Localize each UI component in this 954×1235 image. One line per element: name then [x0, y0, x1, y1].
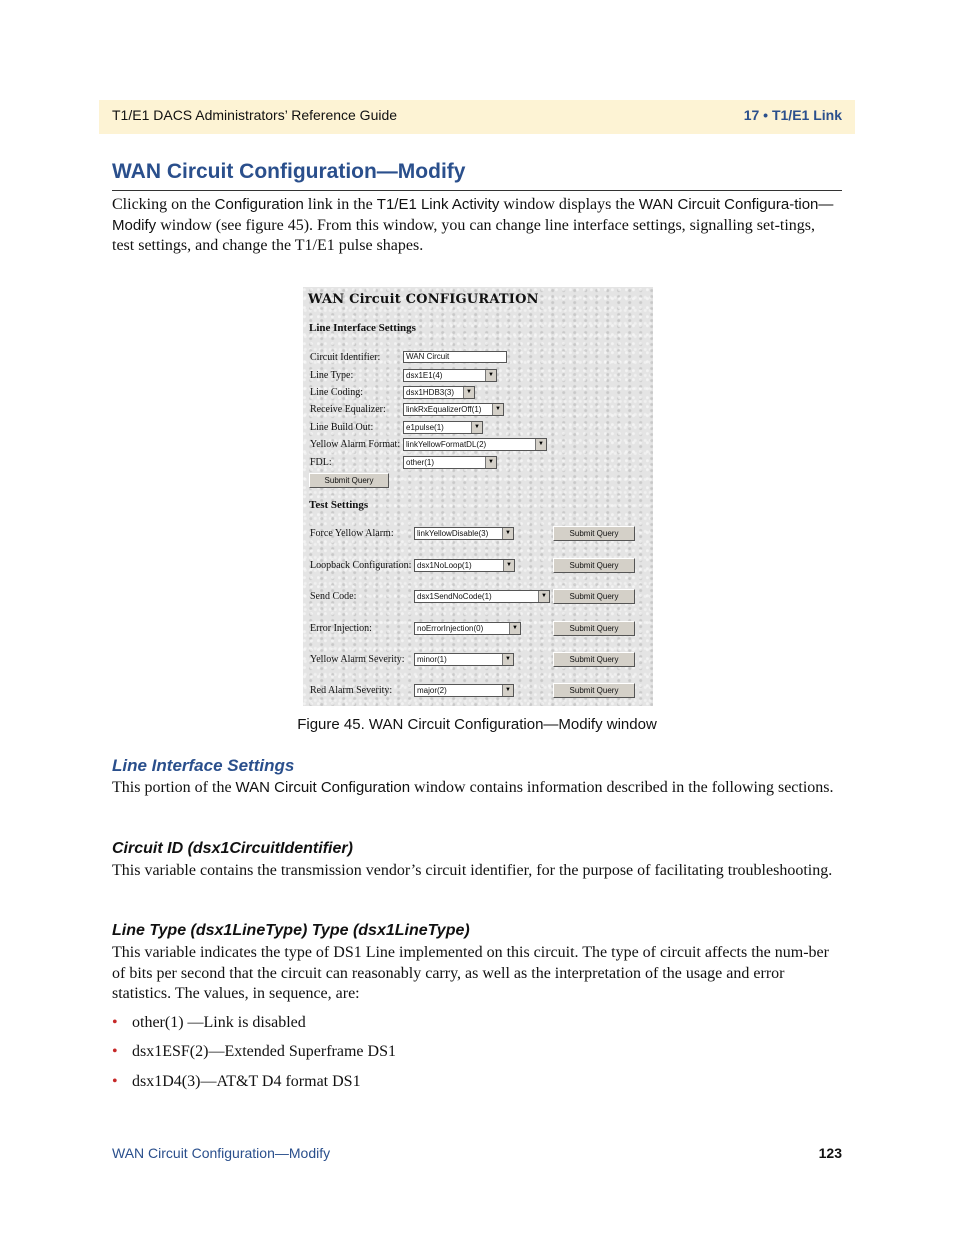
ui-term-link-activity: T1/E1 Link Activity — [376, 196, 500, 213]
chevron-down-icon: ▼ — [535, 439, 546, 450]
ss-window-title: WAN Circuit CONFIGURATION — [308, 292, 539, 307]
ss-send-code-select[interactable]: dsx1SendNoCode(1) ▼ — [414, 590, 550, 603]
subheading-circuit-id: Circuit ID (dsx1CircuitIdentifier) — [112, 840, 353, 857]
chevron-down-icon: ▼ — [503, 560, 514, 571]
title-rule — [112, 190, 842, 191]
subheading-line-type: Line Type (dsx1LineType) Type (dsx1LineType) — [112, 922, 470, 939]
ss-line-coding-select[interactable]: dsx1HDB3(3) ▼ — [403, 386, 475, 399]
chevron-down-icon: ▼ — [492, 404, 503, 415]
running-header — [99, 100, 855, 134]
ss-submit-force-yellow-button[interactable]: Submit Query — [553, 526, 635, 541]
section-heading-line-interface: Line Interface Settings — [112, 756, 295, 775]
ss-label-loopback-configuration: Loopback Configuration: — [310, 560, 412, 571]
page-number: 123 — [818, 1145, 842, 1161]
ss-line-interface-heading: Line Interface Settings — [309, 322, 416, 334]
ss-submit-send-code-button[interactable]: Submit Query — [553, 589, 635, 604]
chevron-down-icon: ▼ — [509, 623, 520, 634]
chevron-down-icon: ▼ — [538, 591, 549, 602]
ss-yellow-alarm-format-select[interactable]: linkYellowFormatDL(2) ▼ — [403, 438, 547, 451]
chevron-down-icon: ▼ — [471, 422, 482, 433]
ss-fdl-select[interactable]: other(1) ▼ — [403, 456, 497, 469]
ss-label-line-coding: Line Coding: — [310, 387, 364, 398]
bullet-icon: • — [112, 1014, 118, 1031]
ss-force-yellow-alarm-select[interactable]: linkYellowDisable(3) ▼ — [414, 527, 514, 540]
chevron-down-icon: ▼ — [502, 685, 513, 696]
ss-receive-equalizer-select[interactable]: linkRxEqualizerOff(1) ▼ — [403, 403, 504, 416]
bullet-icon: • — [112, 1043, 118, 1060]
ss-label-send-code: Send Code: — [310, 591, 357, 602]
header-chapter: 17 • T1/E1 Link — [743, 107, 842, 123]
ss-line-build-out-select[interactable]: e1pulse(1) ▼ — [403, 421, 483, 434]
line-type-paragraph: This variable indicates the type of DS1 Line implemented on this circuit. The type of circuit affects the num-ber of bits per second that the circuit can reasonably carry, as well as the interpretation of the usage and error statistics. The values, in sequence, are: — [112, 944, 829, 1002]
ss-submit-loopback-button[interactable]: Submit Query — [553, 558, 635, 573]
chevron-down-icon: ▼ — [485, 457, 496, 468]
page-title: WAN Circuit Configuration—Modify — [112, 160, 466, 183]
ss-label-line-type: Line Type: — [310, 370, 354, 381]
ss-test-settings-heading: Test Settings — [309, 499, 369, 511]
ss-yellow-alarm-severity-select[interactable]: minor(1) ▼ — [414, 653, 514, 666]
ss-submit-error-injection-button[interactable]: Submit Query — [553, 621, 635, 636]
ss-red-alarm-severity-select[interactable]: major(2) ▼ — [414, 684, 514, 697]
chevron-down-icon: ▼ — [485, 370, 496, 381]
ss-error-injection-select[interactable]: noErrorInjection(0) ▼ — [414, 622, 521, 635]
ui-term-window: WAN Circuit Configura-tion—Modify — [112, 196, 834, 234]
ss-label-yellow-alarm-severity: Yellow Alarm Severity: — [310, 654, 405, 665]
bullet-icon: • — [112, 1073, 118, 1090]
ss-line-type-select[interactable]: dsx1E1(4) ▼ — [403, 369, 497, 382]
ss-label-error-injection: Error Injection: — [310, 623, 372, 634]
figure-caption: Figure 45. WAN Circuit Configuration—Modify window — [297, 716, 657, 733]
ss-circuit-identifier-input[interactable]: WAN Circuit — [403, 351, 507, 363]
list-item: • dsx1ESF(2)—Extended Superframe DS1 — [112, 1043, 396, 1060]
list-item: • dsx1D4(3)—AT&T D4 format DS1 — [112, 1073, 361, 1090]
figure-screenshot — [303, 287, 653, 706]
ss-label-red-alarm-severity: Red Alarm Severity: — [310, 685, 393, 696]
ss-label-force-yellow-alarm: Force Yellow Alarm: — [310, 528, 394, 539]
chevron-down-icon: ▼ — [463, 387, 474, 398]
ui-term-wan-circuit-configuration: WAN Circuit Configuration — [235, 779, 411, 796]
chevron-down-icon: ▼ — [502, 528, 513, 539]
footer-section-title: WAN Circuit Configuration—Modify — [112, 1145, 331, 1161]
ss-submit-red-severity-button[interactable]: Submit Query — [553, 683, 635, 698]
ss-loopback-configuration-select[interactable]: dsx1NoLoop(1) ▼ — [414, 559, 515, 572]
ss-label-line-build-out: Line Build Out: — [310, 422, 374, 433]
circuit-id-paragraph: This variable contains the transmission vendor’s circuit identifier, for the purpose of facilitating troubleshooting. — [112, 862, 833, 879]
ss-label-receive-equalizer: Receive Equalizer: — [310, 404, 386, 415]
section-line-interface-paragraph: This portion of the WAN Circuit Configuration window contains information described in the following sections. — [112, 779, 834, 796]
ss-label-yellow-alarm-format: Yellow Alarm Format: — [310, 439, 401, 450]
ui-term-configuration: Configuration — [214, 196, 304, 213]
intro-paragraph: Clicking on the Configuration link in the T1/E1 Link Activity window displays the WAN Circuit Configura-tion—Modify window (see figure 45). From this window, you can change line interface settings, signalling set-tings, test settings, and change the T1/E1 pulse shapes. — [112, 196, 834, 254]
ss-submit-yellow-severity-button[interactable]: Submit Query — [553, 652, 635, 667]
ss-label-fdl: FDL: — [310, 457, 332, 468]
chevron-down-icon: ▼ — [502, 654, 513, 665]
ss-submit-line-interface-button[interactable]: Submit Query — [309, 473, 389, 488]
list-item: • other(1) —Link is disabled — [112, 1014, 306, 1031]
header-guide-title: T1/E1 DACS Administrators’ Reference Guide — [112, 107, 398, 123]
ss-label-circuit-identifier: Circuit Identifier: — [310, 352, 381, 363]
